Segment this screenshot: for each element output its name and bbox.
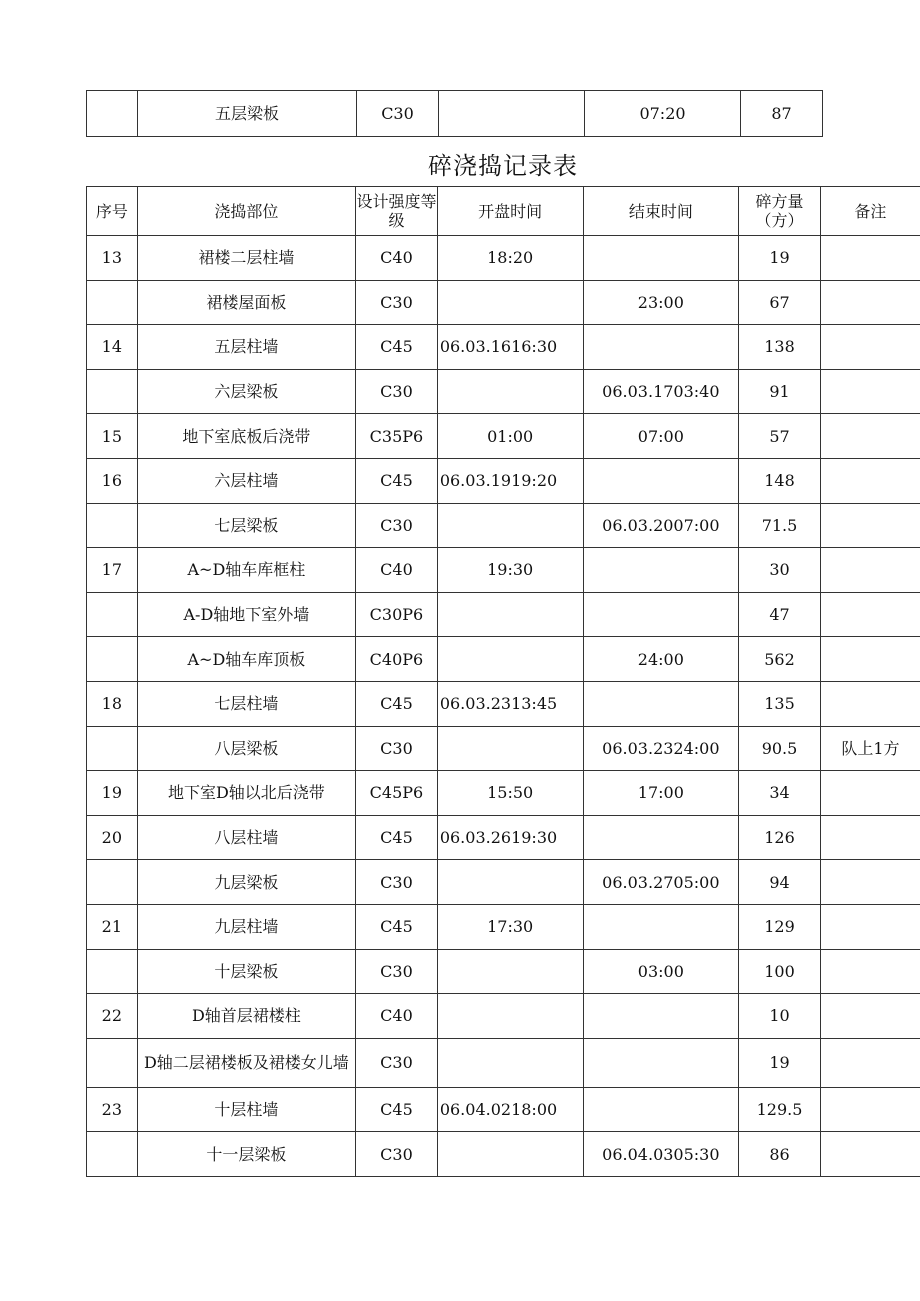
location-cell: 六层梁板	[137, 369, 355, 414]
previous-table-fragment	[86, 90, 823, 137]
volume-cell: 87	[741, 91, 823, 137]
table-row	[87, 592, 920, 637]
location-cell: 地下室D轴以北后浇带	[137, 771, 355, 816]
remark-cell	[820, 1038, 920, 1087]
remark-cell	[820, 949, 920, 994]
location-cell: A-D轴地下室外墙	[137, 592, 355, 637]
location-cell: A~D轴车库框柱	[137, 548, 355, 593]
grade-cell: C40	[356, 548, 438, 593]
remark-cell	[820, 681, 920, 726]
grade-cell: C45	[356, 325, 438, 370]
remark-cell	[820, 369, 920, 414]
volume-cell: 100	[739, 949, 821, 994]
location-cell: 五层梁板	[138, 91, 357, 137]
location-cell: 地下室底板后浇带	[137, 414, 355, 459]
remark-cell	[820, 414, 920, 459]
pour-record-table	[86, 186, 920, 1177]
grade-cell: C30P6	[356, 592, 438, 637]
location-cell: A~D轴车库顶板	[137, 637, 355, 682]
table-header-row	[87, 187, 920, 236]
end-cell	[583, 592, 739, 637]
location-cell: 九层梁板	[137, 860, 355, 905]
location-cell: 裙楼屋面板	[137, 280, 355, 325]
grade-cell: C45P6	[356, 771, 438, 816]
end-cell	[583, 681, 739, 726]
header-grade: 设计强度等级	[356, 187, 438, 236]
header-end: 结束时间	[583, 187, 739, 236]
volume-cell: 148	[739, 458, 821, 503]
table-row	[87, 414, 920, 459]
seq-cell: 23	[87, 1087, 138, 1132]
seq-cell	[87, 860, 138, 905]
seq-cell	[87, 369, 138, 414]
location-cell: D轴首层裙楼柱	[137, 994, 355, 1039]
remark-cell	[820, 994, 920, 1039]
table-row	[87, 503, 920, 548]
volume-cell: 135	[739, 681, 821, 726]
start-cell: 06.04.0218:00	[437, 1087, 583, 1132]
remark-cell	[820, 325, 920, 370]
location-cell: 十层柱墙	[137, 1087, 355, 1132]
end-cell	[583, 236, 739, 281]
grade-cell: C35P6	[356, 414, 438, 459]
end-cell	[583, 994, 739, 1039]
seq-cell	[87, 949, 138, 994]
start-cell: 06.03.1919:20	[437, 458, 583, 503]
start-cell	[437, 592, 583, 637]
end-cell: 06.04.0305:30	[583, 1132, 739, 1177]
table-row	[87, 726, 920, 771]
seq-cell	[87, 592, 138, 637]
grade-cell: C30	[356, 1132, 438, 1177]
end-cell: 17:00	[583, 771, 739, 816]
seq-cell: 14	[87, 325, 138, 370]
location-cell: 五层柱墙	[137, 325, 355, 370]
header-start: 开盘时间	[437, 187, 583, 236]
location-cell: 七层柱墙	[137, 681, 355, 726]
table-row	[87, 1087, 920, 1132]
grade-cell: C45	[356, 681, 438, 726]
remark-cell: 队上1方	[820, 726, 920, 771]
end-cell	[583, 325, 739, 370]
table-row	[87, 1132, 920, 1177]
location-cell: 九层柱墙	[137, 904, 355, 949]
table-row	[87, 548, 920, 593]
remark-cell	[820, 771, 920, 816]
seq-cell: 21	[87, 904, 138, 949]
end-cell: 23:00	[583, 280, 739, 325]
grade-cell: C30	[356, 280, 438, 325]
end-cell: 06.03.1703:40	[583, 369, 739, 414]
start-cell	[437, 1132, 583, 1177]
table-row	[87, 91, 823, 137]
grade-cell: C45	[356, 904, 438, 949]
grade-cell: C40	[356, 236, 438, 281]
remark-cell	[820, 815, 920, 860]
page-title: 碎浇捣记录表	[428, 152, 578, 180]
remark-cell	[820, 592, 920, 637]
start-cell: 06.03.2313:45	[437, 681, 583, 726]
volume-cell: 67	[739, 280, 821, 325]
location-cell: 十一层梁板	[137, 1132, 355, 1177]
grade-cell: C40P6	[356, 637, 438, 682]
header-location: 浇捣部位	[137, 187, 355, 236]
end-cell: 03:00	[583, 949, 739, 994]
table-row	[87, 860, 920, 905]
seq-cell	[87, 91, 138, 137]
start-cell	[437, 994, 583, 1039]
location-cell: 七层梁板	[137, 503, 355, 548]
grade-cell: C45	[356, 815, 438, 860]
remark-cell	[820, 1132, 920, 1177]
start-cell: 06.03.1616:30	[437, 325, 583, 370]
volume-cell: 129.5	[739, 1087, 821, 1132]
end-cell: 07:00	[583, 414, 739, 459]
grade-cell: C30	[356, 726, 438, 771]
start-cell: 15:50	[437, 771, 583, 816]
table-row	[87, 280, 920, 325]
table-row	[87, 949, 920, 994]
seq-cell: 19	[87, 771, 138, 816]
volume-cell: 19	[739, 236, 821, 281]
table-row	[87, 771, 920, 816]
seq-cell: 13	[87, 236, 138, 281]
end-cell: 07:20	[585, 91, 741, 137]
grade-cell: C40	[356, 994, 438, 1039]
start-cell	[437, 726, 583, 771]
volume-cell: 129	[739, 904, 821, 949]
table-row	[87, 904, 920, 949]
location-cell: 裙楼二层柱墙	[137, 236, 355, 281]
start-cell	[437, 503, 583, 548]
seq-cell	[87, 637, 138, 682]
start-cell	[437, 369, 583, 414]
table-row	[87, 325, 920, 370]
table-row	[87, 1038, 920, 1087]
grade-cell: C45	[356, 458, 438, 503]
header-volume: 碎方量（方）	[739, 187, 821, 236]
seq-cell	[87, 1132, 138, 1177]
start-cell	[437, 949, 583, 994]
seq-cell: 22	[87, 994, 138, 1039]
grade-cell: C30	[357, 91, 439, 137]
end-cell	[583, 548, 739, 593]
seq-cell: 16	[87, 458, 138, 503]
end-cell: 06.03.2705:00	[583, 860, 739, 905]
grade-cell: C30	[356, 949, 438, 994]
grade-cell: C30	[356, 369, 438, 414]
remark-cell	[820, 1087, 920, 1132]
end-cell: 24:00	[583, 637, 739, 682]
grade-cell: C30	[356, 1038, 438, 1087]
seq-cell: 18	[87, 681, 138, 726]
table-row	[87, 994, 920, 1039]
end-cell	[583, 458, 739, 503]
seq-cell	[87, 280, 138, 325]
start-cell: 19:30	[437, 548, 583, 593]
table-row	[87, 637, 920, 682]
remark-cell	[820, 904, 920, 949]
end-cell: 06.03.2324:00	[583, 726, 739, 771]
start-cell	[437, 280, 583, 325]
volume-cell: 19	[739, 1038, 821, 1087]
location-cell: 八层梁板	[137, 726, 355, 771]
volume-cell: 94	[739, 860, 821, 905]
remark-cell	[820, 548, 920, 593]
end-cell	[583, 1038, 739, 1087]
end-cell	[583, 1087, 739, 1132]
start-cell: 06.03.2619:30	[437, 815, 583, 860]
end-cell	[583, 904, 739, 949]
table-row	[87, 458, 920, 503]
seq-cell	[87, 726, 138, 771]
end-cell: 06.03.2007:00	[583, 503, 739, 548]
table-row	[87, 815, 920, 860]
start-cell	[439, 91, 585, 137]
table-row	[87, 369, 920, 414]
volume-cell: 138	[739, 325, 821, 370]
start-cell: 17:30	[437, 904, 583, 949]
start-cell: 18:20	[437, 236, 583, 281]
volume-cell: 57	[739, 414, 821, 459]
seq-cell: 20	[87, 815, 138, 860]
start-cell	[437, 637, 583, 682]
remark-cell	[820, 458, 920, 503]
volume-cell: 71.5	[739, 503, 821, 548]
location-cell: 八层柱墙	[137, 815, 355, 860]
volume-cell: 90.5	[739, 726, 821, 771]
seq-cell: 17	[87, 548, 138, 593]
seq-cell	[87, 503, 138, 548]
header-seq: 序号	[87, 187, 138, 236]
start-cell	[437, 1038, 583, 1087]
grade-cell: C30	[356, 503, 438, 548]
volume-cell: 34	[739, 771, 821, 816]
volume-cell: 10	[739, 994, 821, 1039]
remark-cell	[820, 236, 920, 281]
table-row	[87, 236, 920, 281]
volume-cell: 86	[739, 1132, 821, 1177]
grade-cell: C30	[356, 860, 438, 905]
end-cell	[583, 815, 739, 860]
volume-cell: 30	[739, 548, 821, 593]
volume-cell: 562	[739, 637, 821, 682]
start-cell: 01:00	[437, 414, 583, 459]
location-cell: D轴二层裙楼板及裙楼女儿墙	[137, 1038, 355, 1087]
seq-cell	[87, 1038, 138, 1087]
remark-cell	[820, 280, 920, 325]
table-row	[87, 681, 920, 726]
remark-cell	[820, 503, 920, 548]
volume-cell: 91	[739, 369, 821, 414]
header-remark: 备注	[820, 187, 920, 236]
volume-cell: 47	[739, 592, 821, 637]
grade-cell: C45	[356, 1087, 438, 1132]
remark-cell	[820, 860, 920, 905]
location-cell: 六层柱墙	[137, 458, 355, 503]
seq-cell: 15	[87, 414, 138, 459]
start-cell	[437, 860, 583, 905]
volume-cell: 126	[739, 815, 821, 860]
location-cell: 十层梁板	[137, 949, 355, 994]
remark-cell	[820, 637, 920, 682]
